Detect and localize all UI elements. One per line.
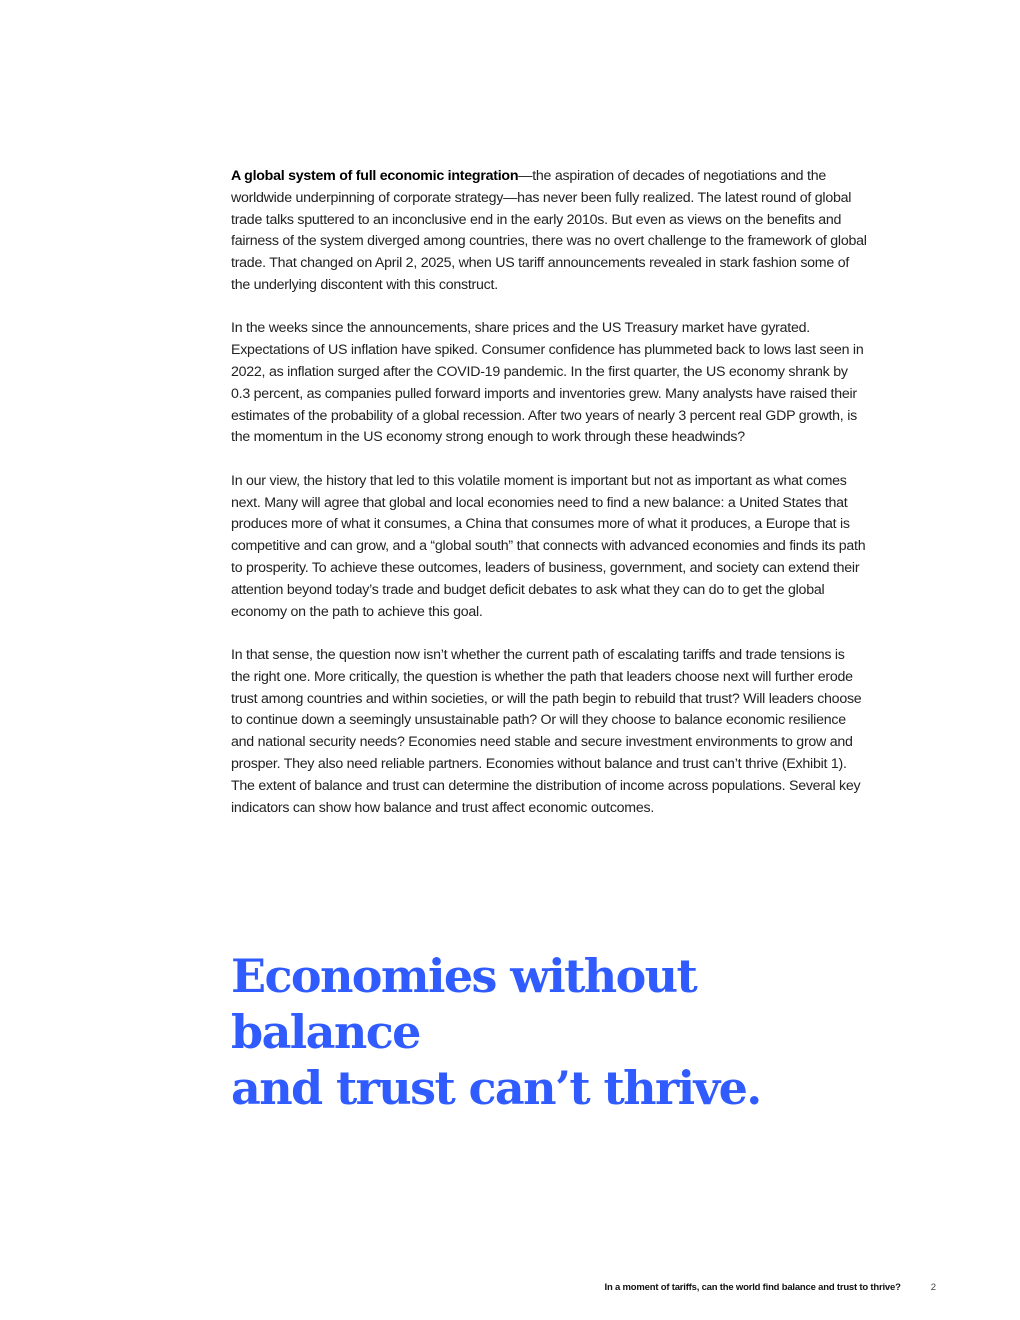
- footer-report-title: In a moment of tariffs, can the world find balance and trust to thrive?: [604, 1282, 901, 1293]
- paragraph-text: —the aspiration of decades of negotiations and the worldwide underpinning of corporate strategy—has never been fully realized. The latest round of global trade talks sputtered to an inconclusive end in the early 2010s. But even as views on the benefits and fairness of the system diverged among countries, there was no overt challenge to the framework of global trade. That changed on April 2, 2025, when US tariff announcements revealed in stark fashion some of the underlying discontent with this construct.: [231, 168, 867, 293]
- article-body: [231, 166, 867, 841]
- paragraph-lead: A global system of full economic integration: [231, 168, 519, 184]
- paragraph-2: In the weeks since the announcements, share prices and the US Treasury market have gyrated. Expectations of US inflation have spiked. Consumer confidence has plummeted back to lows last seen in 2022, as inflation surged after the COVID-19 pandemic. In the first quarter, the US economy shrank by 0.3 percent, as companies pulled forward imports and inventories grew. Many analysts have raised their estimates of the probability of a global recession. After two years of nearly 3 percent real GDP growth, is the momentum in the US economy strong enough to work through these headwinds?: [231, 320, 864, 446]
- paragraph-4: In that sense, the question now isn’t whether the current path of escalating tariffs and trade tensions is the right one. More critically, the question is whether the path that leaders choose next will further erode trust among countries and within societies, or will the path begin to rebuild that trust? Will leaders choose to continue down a seemingly unsustainable path? Or will they choose to balance economic resilience and national security needs? Economies need stable and secure investment environments to grow and prosper. They also need reliable partners. Economies without balance and trust can’t thrive (Exhibit 1). The extent of balance and trust can determine the distribution of income across populations. Several key indicators can show how balance and trust affect economic outcomes.: [231, 646, 862, 816]
- paragraph-1: [231, 166, 867, 297]
- page-number: 2: [930, 1282, 936, 1293]
- page-footer: [605, 1282, 936, 1293]
- pull-quote: [231, 948, 871, 1116]
- pull-quote-line-1: Economies without balance: [231, 949, 697, 1059]
- pull-quote-line-2: and trust can’t thrive.: [231, 1061, 761, 1115]
- paragraph-3: In our view, the history that led to this volatile moment is important but not as important as what comes next. Many will agree that global and local economies need to find a new balance: a United States that produces more of what it consumes, a China that consumes more of what it produces, a Europe that is competitive and can grow, and a “global south” that connects with advanced economies and finds its path to prosperity. To achieve these outcomes, leaders of business, government, and society can extend their attention beyond today’s trade and budget deficit debates to ask what they can do to get the global economy on the path to achieve this goal.: [231, 472, 866, 620]
